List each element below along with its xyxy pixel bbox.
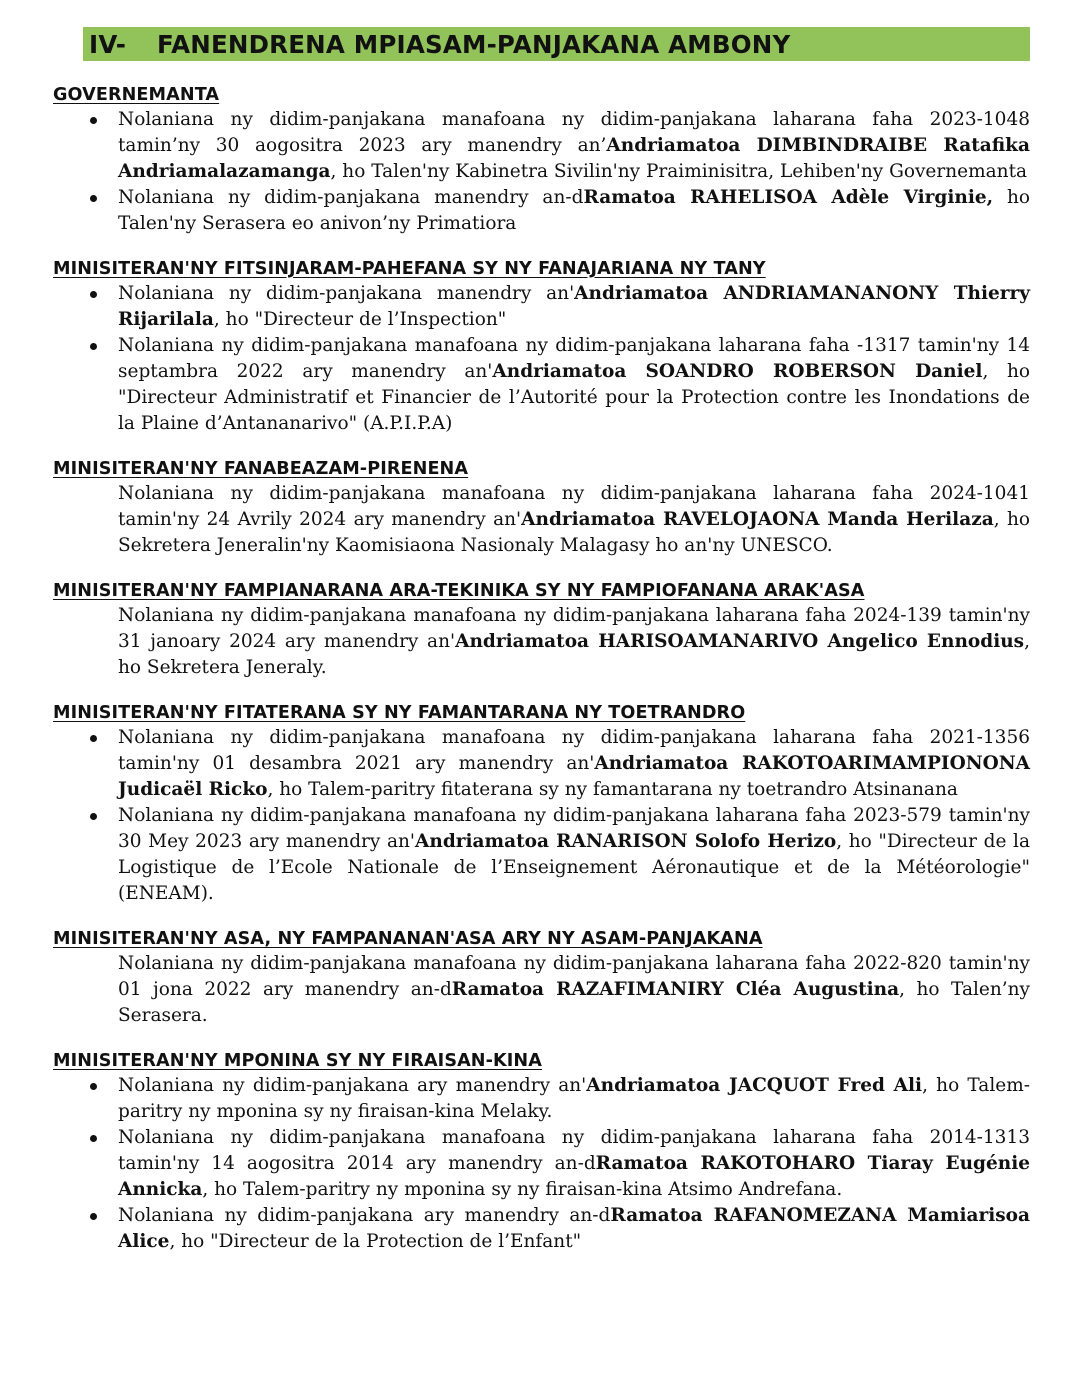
- decree-text: , ho Talen’ny Serasera.: [118, 979, 1031, 1026]
- section-title: GOVERNEMANTA: [53, 85, 220, 105]
- chapter-heading-banner: [83, 27, 1030, 61]
- decree-text: Nolaniana ny didim-panjakana manafoana ny didim-panjakana laharana faha 2023-1048 tamin’ny 30 aogositra 2023 ary manendry an’: [118, 109, 1030, 156]
- section-title: MINISITERAN'NY ASA, NY FAMPANANAN'ASA ARY NY ASAM-PANJAKANA: [53, 929, 763, 949]
- appointee-name: Andriamatoa DIMBINDRAIBE Ratafika Andriamalazamanga: [118, 135, 1030, 182]
- decree-item: [53, 107, 1030, 185]
- decree-text: , ho Talem-paritry fitaterana sy ny famantarana ny toetrandro Atsinanana: [267, 779, 958, 800]
- bullet-icon: [90, 1135, 97, 1142]
- section-title: MINISITERAN'NY FITATERANA SY NY FAMANTARANA NY TOETRANDRO: [53, 703, 746, 723]
- ministry-section: [53, 257, 1030, 437]
- decree-item: [53, 803, 1030, 907]
- decree-text: Nolaniana ny didim-panjakana manafoana ny didim-panjakana laharana faha 2022-820 tamin'ny 01 jona 2022 ary manendry an-d: [118, 953, 1030, 1000]
- decree-text: , ho "Directeur de la Logistique de l’Ecole Nationale de l’Enseignement Aéronautique et de la Météorologie" (ENEAM).: [118, 831, 1030, 904]
- decree-list: [53, 725, 1030, 907]
- decree-text: Nolaniana ny didim-panjakana manafoana ny didim-panjakana laharana faha 2024-1041 tamin'ny 24 Avrily 2024 ary manendry an': [118, 483, 1030, 530]
- appointee-name: Ramatoa RAZAFIMANIRY Cléa Augustina: [451, 979, 900, 1000]
- ministry-section: [53, 927, 1030, 1029]
- decree-text: Nolaniana ny didim-panjakana ary manendry an-d: [118, 1205, 611, 1226]
- decree-text: , ho "Directeur de la Protection de l’Enfant": [169, 1231, 582, 1252]
- ministry-section: [53, 83, 1030, 237]
- decree-item: [53, 281, 1030, 333]
- decree-text: Nolaniana ny didim-panjakana manafoana ny didim-panjakana laharana faha 2023-579 tamin'ny 30 Mey 2023 ary manendry an': [118, 805, 1030, 852]
- bullet-icon: [90, 813, 97, 820]
- appointee-name: Andriamatoa RAKOTOARIMAMPIONONA Judicaël Ricko: [118, 753, 1030, 800]
- decree-text: Nolaniana ny didim-panjakana manendry an': [118, 283, 575, 304]
- section-title: MINISITERAN'NY MPONINA SY NY FIRAISAN-KINA: [53, 1051, 542, 1071]
- ministry-section: [53, 579, 1030, 681]
- decree-paragraph: [53, 481, 1030, 559]
- chapter-number: IV-: [89, 30, 127, 59]
- decree-item: [53, 333, 1030, 437]
- bullet-icon: [90, 735, 97, 742]
- decree-list: [53, 107, 1030, 237]
- section-title: MINISITERAN'NY FANABEAZAM-PIRENENA: [53, 459, 469, 479]
- appointee-name: Andriamatoa RANARISON Solofo Herizo: [415, 831, 837, 852]
- bullet-icon: [90, 117, 97, 124]
- decree-item: [53, 185, 1030, 237]
- bullet-icon: [90, 1213, 97, 1220]
- bullet-icon: [90, 1083, 97, 1090]
- decree-text: Nolaniana ny didim-panjakana manafoana ny didim-panjakana laharana faha 2024-139 tamin'ny 31 janoary 2024 ary manendry an': [118, 605, 1030, 652]
- decree-item: [53, 725, 1030, 803]
- appointee-name: Ramatoa RAHELISOA Adèle Virginie,: [583, 187, 994, 208]
- decree-text: , ho Talem-paritry ny mponina sy ny firaisan-kina Atsimo Andrefana.: [202, 1179, 843, 1200]
- decree-item: [53, 1073, 1030, 1125]
- decree-list: [53, 1073, 1030, 1255]
- decree-text: , ho Talen'ny Kabinetra Sivilin'ny Praiminisitra, Lehiben'ny Governemanta: [330, 161, 1028, 182]
- ministry-section: [53, 457, 1030, 559]
- decree-text: , ho "Directeur de l’Inspection": [213, 309, 507, 330]
- decree-text: , ho "Directeur Administratif et Financier de l’Autorité pour la Protection contre les Inondations de la Plaine d’Antananarivo" (A.P.I.P.A): [118, 361, 1031, 434]
- section-title: MINISITERAN'NY FITSINJARAM-PAHEFANA SY NY FANAJARIANA NY TANY: [53, 259, 766, 279]
- section-title: MINISITERAN'NY FAMPIANARANA ARA-TEKINIKA SY NY FAMPIOFANANA ARAK'ASA: [53, 581, 865, 601]
- appointee-name: Andriamatoa ANDRIAMANANONY Thierry Rijarilala: [118, 283, 1030, 330]
- appointee-name: Andriamatoa SOANDRO ROBERSON Daniel: [492, 361, 983, 382]
- appointee-name: Andriamatoa HARISOAMANARIVO Angelico Ennodius: [455, 631, 1025, 652]
- decree-paragraph: [53, 603, 1030, 681]
- decree-text: Nolaniana ny didim-panjakana ary manendry an': [118, 1075, 587, 1096]
- decree-item: [53, 1125, 1030, 1203]
- decree-item: [53, 1203, 1030, 1255]
- decree-paragraph: [53, 951, 1030, 1029]
- sections-container: [53, 83, 1030, 1255]
- ministry-section: [53, 701, 1030, 907]
- decree-text: Nolaniana ny didim-panjakana manafoana ny didim-panjakana laharana faha 2021-1356 tamin'ny 01 desambra 2021 ary manendry an': [118, 727, 1030, 774]
- decree-text: Nolaniana ny didim-panjakana manendry an-d: [118, 187, 584, 208]
- appointee-name: Andriamatoa RAVELOJAONA Manda Herilaza: [521, 509, 994, 530]
- decree-text: Nolaniana ny didim-panjakana manafoana ny didim-panjakana laharana faha 2014-1313 tamin'ny 14 aogositra 2014 ary manendry an-d: [118, 1127, 1030, 1174]
- decree-text: , ho Talem-paritry ny mponina sy ny firaisan-kina Melaky.: [118, 1075, 1030, 1122]
- appointee-name: Andriamatoa JACQUOT Fred Ali: [586, 1075, 923, 1096]
- bullet-icon: [90, 291, 97, 298]
- appointee-name: Ramatoa RAFANOMEZANA Mamiarisoa Alice: [118, 1205, 1030, 1252]
- ministry-section: [53, 1049, 1030, 1255]
- decree-list: [53, 281, 1030, 437]
- appointee-name: Ramatoa RAKOTOHARO Tiaray Eugénie Annicka: [118, 1153, 1030, 1200]
- decree-text: ho Talen'ny Serasera eo anivon’ny Primatiora: [118, 187, 1031, 234]
- decree-text: Nolaniana ny didim-panjakana manafoana ny didim-panjakana laharana faha -1317 tamin'ny 14 septambra 2022 ary manendry an': [118, 335, 1030, 382]
- chapter-title: FANENDRENA MPIASAM-PANJAKANA AMBONY: [157, 30, 791, 59]
- bullet-icon: [90, 343, 97, 350]
- bullet-icon: [90, 195, 97, 202]
- decree-text: , ho Sekretera Jeneraly.: [118, 631, 1030, 678]
- decree-text: , ho Sekretera Jeneralin'ny Kaomisiaona Nasionaly Malagasy ho an'ny UNESCO.: [118, 509, 1031, 556]
